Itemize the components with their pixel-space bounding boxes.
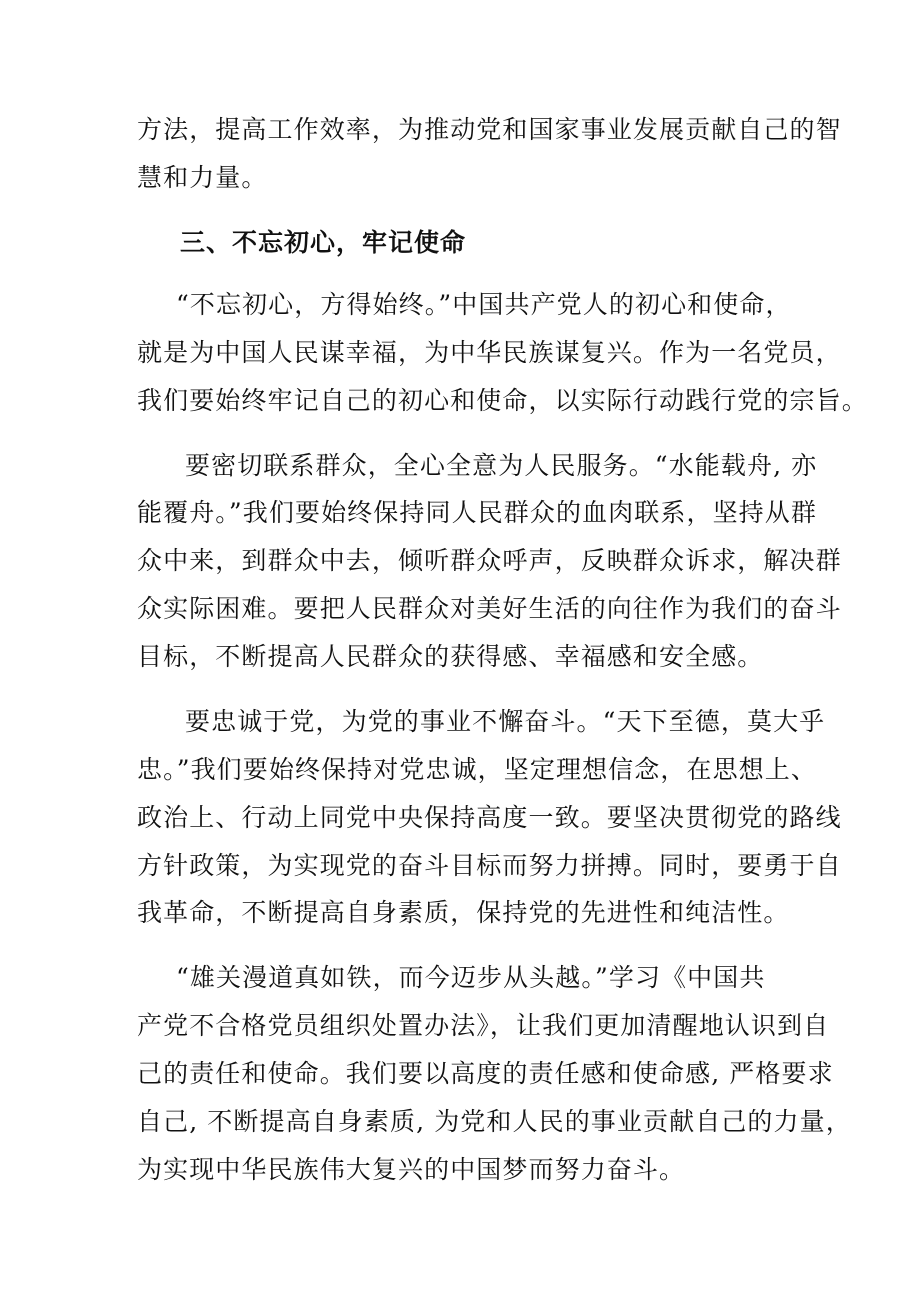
body-line: “不忘初心，方得始终。”中国共产党人的初心和使命，: [176, 290, 792, 319]
body-line: 目标，不断提高人民群众的获得感、幸福感和安全感。: [137, 642, 764, 671]
body-line: “雄关漫道真如铁，而今迈步从头越。”学习《中国共: [176, 963, 766, 992]
body-line: 自己, 不断提高自身素质, 为党和人民的事业贡献自己的力量，: [137, 1107, 852, 1136]
body-line: 能覆舟。”我们要始终保持同人民群众的血肉联系，坚持从群: [137, 498, 817, 527]
body-line: 产党不合格党员组织处置办法》，让我们更加清醒地认识到自: [137, 1011, 830, 1040]
body-line: 己的责任和使命。我们要以高度的责任感和使命感, 严格要求: [137, 1059, 834, 1088]
body-line: 要忠诚于党，为党的事业不懈奋斗。“天下至德，莫大乎: [185, 707, 826, 736]
body-line: 就是为中国人民谋幸福，为中华民族谋复兴。作为一名党员，: [137, 338, 842, 367]
body-line: 政治上、行动上同党中央保持高度一致。要坚决贯彻党的路线: [137, 803, 842, 832]
body-line: 要密切联系群众，全心全意为人民服务。“水能载舟, 亦: [185, 451, 818, 480]
body-line: 众中来，到群众中去，倾听群众呼声，反映群众诉求，解决群: [137, 546, 842, 575]
body-line: 为实现中华民族伟大复兴的中国梦而努力奋斗。: [137, 1155, 686, 1184]
body-line: 方法，提高工作效率，为推动党和国家事业发展贡献自己的智: [137, 115, 842, 144]
body-line: 慧和力量。: [137, 163, 268, 192]
body-line: 方针政策，为实现党的奋斗目标而努力拼搏。同时，要勇于自: [137, 851, 842, 880]
section-heading: 三、不忘初心，牢记使命: [180, 228, 467, 257]
body-line: 众实际困难。要把人民群众对美好生活的向往作为我们的奋斗: [137, 594, 842, 623]
body-line: 我们要始终牢记自己的初心和使命，以实际行动践行党的宗旨。: [137, 386, 868, 415]
body-line: 忠。”我们要始终保持对党忠诚，坚定理想信念，在思想上、: [137, 755, 817, 784]
body-line: 我革命，不断提高自身素质，保持党的先进性和纯洁性。: [137, 898, 790, 927]
